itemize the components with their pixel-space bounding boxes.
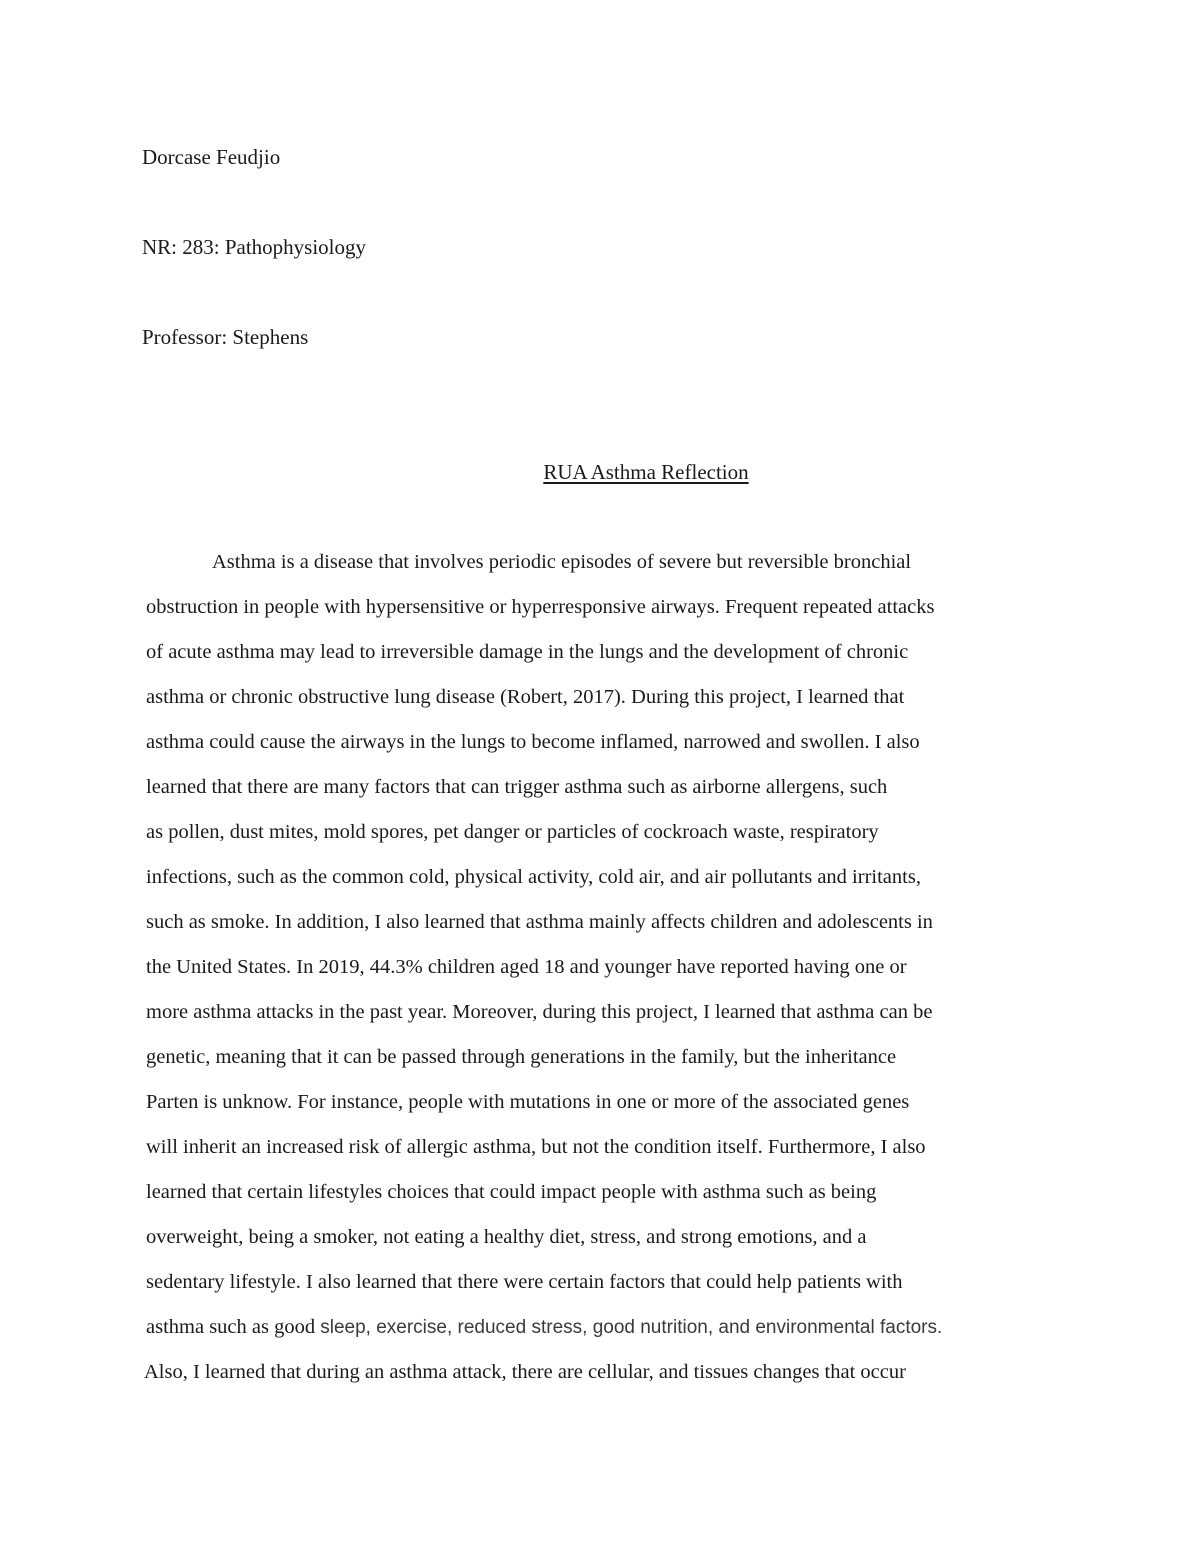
paragraph-line: sedentary lifestyle. I also learned that there were certain factors that could help patients with <box>146 1271 903 1293</box>
paragraph-line: asthma could cause the airways in the lungs to become inflamed, narrowed and swollen. I also <box>146 731 920 753</box>
paragraph-line: Also, I learned that during an asthma attack, there are cellular, and tissues changes that occur <box>144 1361 906 1383</box>
paragraph-line: such as smoke. In addition, I also learned that asthma mainly affects children and adolescents in <box>146 911 933 933</box>
paragraph-line: asthma or chronic obstructive lung disease (Robert, 2017). During this project, I learned that <box>146 686 905 708</box>
paragraph-line: obstruction in people with hypersensitive or hyperresponsive airways. Frequent repeated attacks <box>146 596 935 618</box>
paragraph-line: genetic, meaning that it can be passed through generations in the family, but the inheritance <box>146 1046 897 1068</box>
author-name: Dorcase Feudjio <box>142 145 281 169</box>
paragraph-line: the United States. In 2019, 44.3% children aged 18 and younger have reported having one or <box>146 956 907 978</box>
paragraph-line: overweight, being a smoker, not eating a healthy diet, stress, and strong emotions, and a <box>146 1226 867 1248</box>
paragraph-line-serif-part: asthma such as good <box>146 1316 321 1338</box>
paragraph-line: learned that certain lifestyles choices that could impact people with asthma such as being <box>146 1181 877 1203</box>
paragraph-line: will inherit an increased risk of allergic asthma, but not the condition itself. Furthermore, I also <box>146 1136 926 1158</box>
paragraph-line-sans-part: sleep, exercise, reduced stress, good nutrition, and environmental factors. <box>320 1317 943 1338</box>
paragraph-line-mixed <box>146 1314 942 1341</box>
paragraph-line: more asthma attacks in the past year. Moreover, during this project, I learned that asthma can be <box>146 1001 933 1023</box>
paragraph-line: Parten is unknow. For instance, people with mutations in one or more of the associated genes <box>146 1091 910 1113</box>
paragraph-line: Asthma is a disease that involves periodic episodes of severe but reversible bronchial <box>212 551 912 573</box>
course-name: NR: 283: Pathophysiology <box>142 235 367 259</box>
document-title: RUA Asthma Reflection <box>543 460 749 484</box>
professor-name: Professor: Stephens <box>142 325 309 349</box>
paragraph-line: infections, such as the common cold, physical activity, cold air, and air pollutants and irritants, <box>146 866 921 888</box>
paragraph-line: learned that there are many factors that can trigger asthma such as airborne allergens, such <box>146 776 888 798</box>
paragraph-line: as pollen, dust mites, mold spores, pet danger or particles of cockroach waste, respiratory <box>146 821 879 843</box>
paragraph-line: of acute asthma may lead to irreversible damage in the lungs and the development of chronic <box>146 641 909 663</box>
